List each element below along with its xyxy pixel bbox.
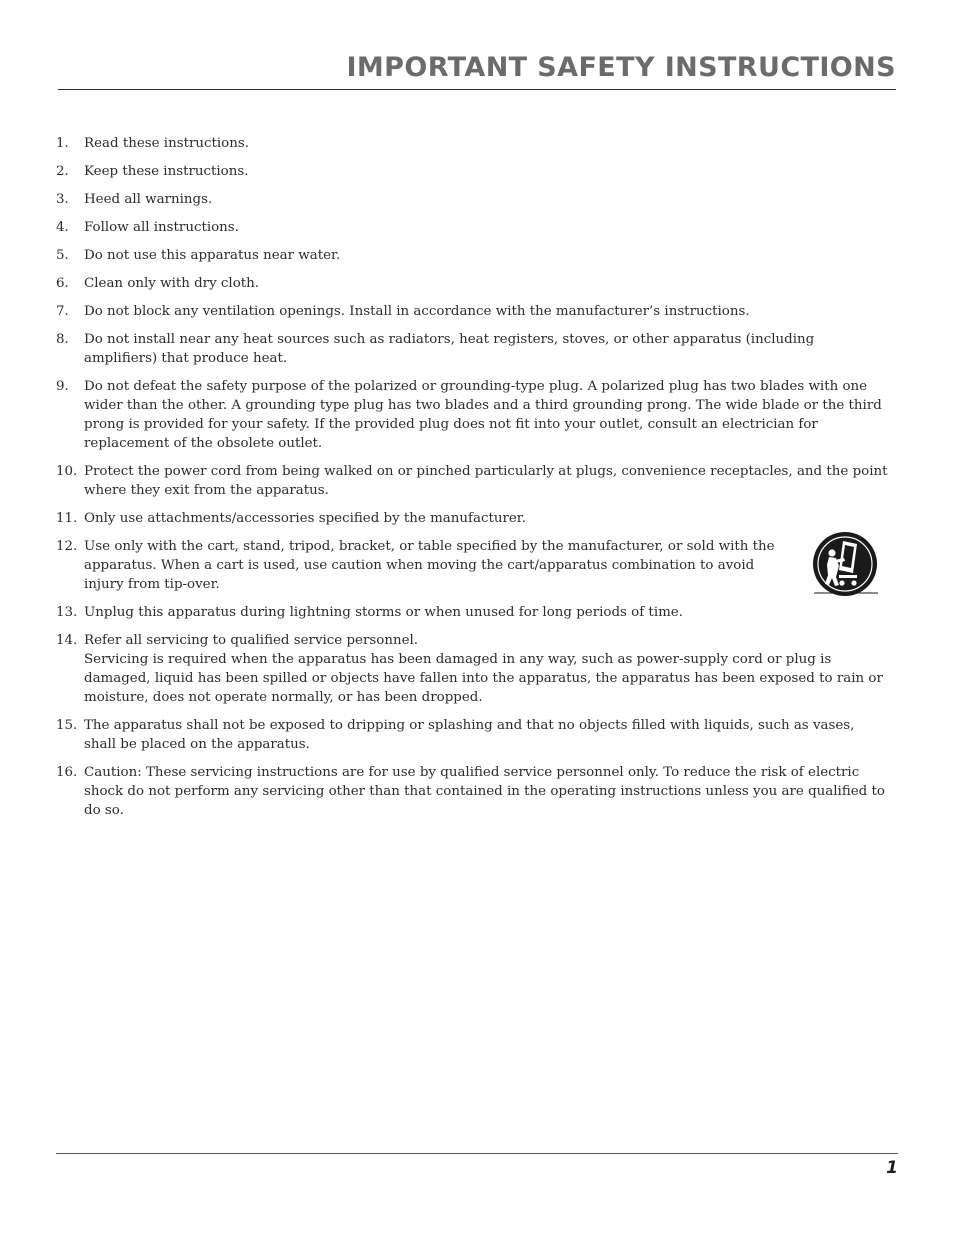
item-number: 15. <box>56 718 78 733</box>
item-text: Only use attachments/accessories specified by the manufacturer. <box>84 511 526 526</box>
item-number: 10. <box>56 464 78 479</box>
item-number: 5. <box>56 248 69 263</box>
item-number: 2. <box>56 164 69 179</box>
item-text: The apparatus shall not be exposed to dripping or splashing and that no objects filled with liquids, such as vases, shall be placed on the apparatus. <box>84 718 855 752</box>
item-number: 4. <box>56 220 69 235</box>
item-text: Unplug this apparatus during lightning storms or when unused for long periods of time. <box>84 605 683 620</box>
item-number: 14. <box>56 633 78 648</box>
item-text: Clean only with dry cloth. <box>84 276 260 291</box>
header-divider <box>58 89 896 90</box>
list-item <box>56 377 890 453</box>
list-item <box>56 302 890 321</box>
list-item <box>56 763 890 820</box>
item-number: 8. <box>56 332 69 347</box>
item-number: 3. <box>56 192 69 207</box>
page-number: 1 <box>886 1158 898 1178</box>
item-text: Do not install near any heat sources such as radiators, heat registers, stoves, or other apparatus (including amplifiers) that produce heat. <box>84 332 815 366</box>
cart-tip-over-warning-icon <box>812 531 880 599</box>
list-item <box>56 509 890 528</box>
item-text: Follow all instructions. <box>84 220 239 235</box>
item-number: 9. <box>56 379 69 394</box>
item-text: Refer all servicing to qualified service personnel. <box>84 633 419 648</box>
safety-instructions-list <box>56 134 890 829</box>
item-number: 12. <box>56 539 78 554</box>
list-item <box>56 162 890 181</box>
list-item <box>56 190 890 209</box>
item-number: 1. <box>56 136 69 151</box>
page-title: IMPORTANT SAFETY INSTRUCTIONS <box>346 52 896 83</box>
list-item <box>56 134 890 153</box>
list-item <box>56 246 890 265</box>
item-number: 6. <box>56 276 69 291</box>
item-text: Do not defeat the safety purpose of the polarized or grounding-type plug. A polarized plug has two blades with one wider than the other. A grounding type plug has two blades and a third grounding prong. The wide blade or the third prong is provided for your safety. If the provided plug does not fit into your outlet, consult an electrician for replacement of the obsolete outlet. <box>84 379 882 451</box>
list-item <box>56 537 890 594</box>
item-text: Keep these instructions. <box>84 164 249 179</box>
item-number: 7. <box>56 304 69 319</box>
item-text: Do not use this apparatus near water. <box>84 248 341 263</box>
item-number: 13. <box>56 605 78 620</box>
list-item <box>56 218 890 237</box>
list-item <box>56 330 890 368</box>
list-item <box>56 631 890 707</box>
item-text: Read these instructions. <box>84 136 249 151</box>
item-text: Protect the power cord from being walked on or pinched particularly at plugs, convenience receptacles, and the point where they exit from the apparatus. <box>84 464 888 498</box>
item-text: Heed all warnings. <box>84 192 213 207</box>
footer-divider <box>56 1153 898 1154</box>
item-text: Caution: These servicing instructions are for use by qualified service personnel only. To reduce the risk of electric shock do not perform any servicing other than that contained in the operating instructions unless you are qualified to do so. <box>84 765 885 818</box>
list-item <box>56 462 890 500</box>
list-item <box>56 603 890 622</box>
item-subtext: Servicing is required when the apparatus has been damaged in any way, such as power-supply cord or plug is damaged, liquid has been spilled or objects have fallen into the apparatus, the apparatus has been exposed to rain or moisture, does not operate normally, or has been dropped. <box>84 652 883 705</box>
list-item <box>56 274 890 293</box>
list-item <box>56 716 890 754</box>
item-text: Use only with the cart, stand, tripod, bracket, or table specified by the manufacturer, or sold with the apparatus. When a cart is used, use caution when moving the cart/apparatus combination to avoid injury from tip-over. <box>84 539 775 592</box>
item-number: 16. <box>56 765 78 780</box>
item-text: Do not block any ventilation openings. Install in accordance with the manufacturer’s instructions. <box>84 304 750 319</box>
item-number: 11. <box>56 511 78 526</box>
